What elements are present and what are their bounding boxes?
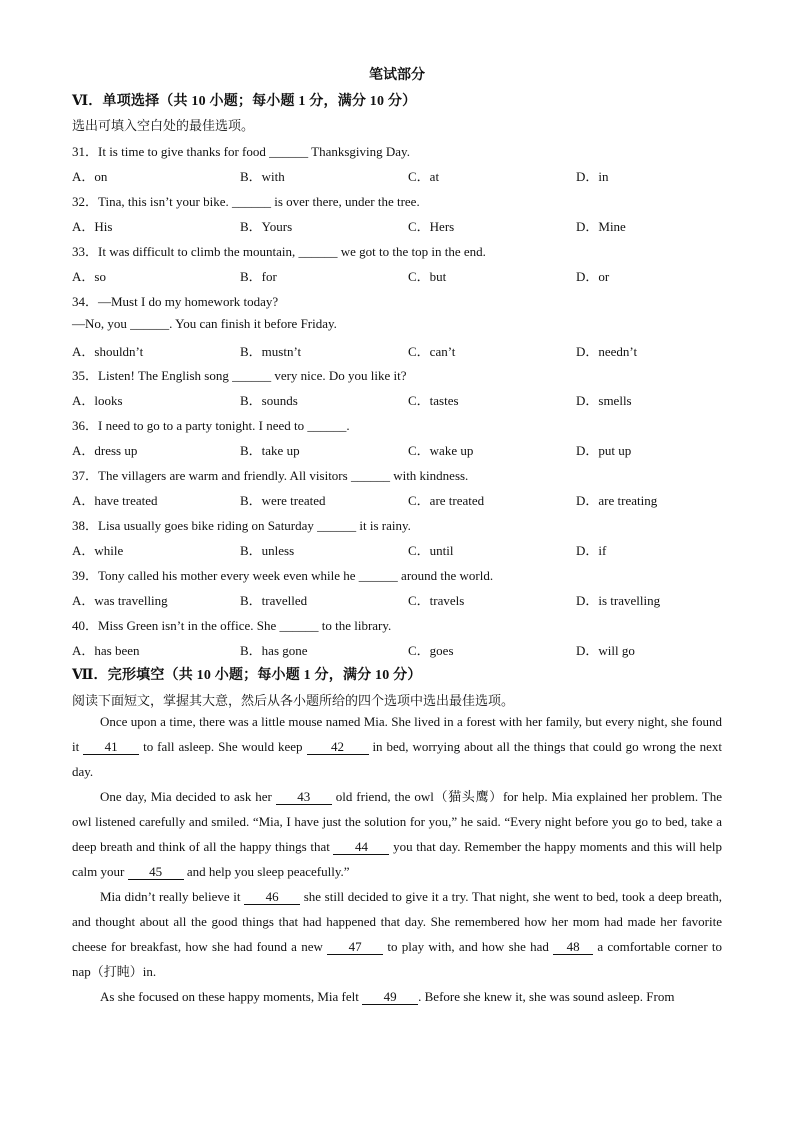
option-39-c: C．travels	[408, 593, 465, 608]
option-35-d: D．smells	[576, 393, 632, 408]
option-35-b: B．sounds	[240, 393, 298, 408]
option-31-a: A．on	[72, 169, 108, 184]
blank-46: 46	[244, 890, 300, 905]
option-36-a: A．dress up	[72, 443, 138, 458]
option-35-a: A．looks	[72, 393, 123, 408]
question-34-reply: —No, you ______. You can finish it before Friday.	[72, 316, 337, 331]
question-31: 31．It is time to give thanks for food ______ Thanksgiving Day.	[72, 144, 410, 159]
section7-instruction: 阅读下面短文，掌握其大意，然后从各小题所给的四个选项中选出最佳选项。	[72, 693, 515, 708]
question-40: 40．Miss Green isn’t in the office. She ______ to the library.	[72, 618, 392, 633]
blank-41: 41	[83, 740, 139, 755]
option-39-a: A．was travelling	[72, 593, 168, 608]
option-37-c: C．are treated	[408, 493, 485, 508]
question-38: 38．Lisa usually goes bike riding on Saturday ______ it is rainy.	[72, 518, 411, 533]
section6-heading: Ⅵ．单项选择（共 10 小题；每小题 1 分，满分 10 分）	[72, 94, 417, 109]
cloze-paragraph-4: As she focused on these happy moments, Mia felt 49 . Before she knew it, she was sound asleep. From	[100, 989, 675, 1004]
page-title: 笔试部分	[369, 68, 425, 83]
option-32-d: D．Mine	[576, 219, 626, 234]
option-37-b: B．were treated	[240, 493, 326, 508]
option-31-b: B．with	[240, 169, 285, 184]
option-38-d: D．if	[576, 543, 607, 558]
option-40-c: C．goes	[408, 643, 454, 658]
option-32-b: B．Yours	[240, 219, 293, 234]
option-36-b: B．take up	[240, 443, 300, 458]
question-34: 34．—Must I do my homework today?	[72, 294, 279, 309]
option-33-a: A．so	[72, 269, 106, 284]
option-31-d: D．in	[576, 169, 609, 184]
option-40-a: A．has been	[72, 643, 140, 658]
question-36: 36．I need to go to a party tonight. I need to ______.	[72, 418, 350, 433]
blank-43: 43	[276, 790, 332, 805]
option-39-b: B．travelled	[240, 593, 308, 608]
blank-42: 42	[307, 740, 369, 755]
option-33-d: D．or	[576, 269, 610, 284]
blank-49: 49	[362, 990, 418, 1005]
section6-instruction: 选出可填入空白处的最佳选项。	[72, 118, 255, 133]
cloze-paragraph-3: Mia didn’t really believe it 46 she still decided to give it a try. That night, she went to bed, took a deep breath, and thought about all the good things that had happened that day. She remembered how her mom had made her favorite cheese for breakfast, how she had found a new 47 to play with, and how she had 48 a comfortable corner to nap（打盹）in.	[72, 889, 723, 979]
option-34-b: B．mustn’t	[240, 344, 302, 359]
option-35-c: C．tastes	[408, 393, 459, 408]
option-40-d: D．will go	[576, 643, 635, 658]
option-38-b: B．unless	[240, 543, 295, 558]
option-38-a: A．while	[72, 543, 124, 558]
section7-heading: Ⅶ．完形填空（共 10 小题；每小题 1 分，满分 10 分）	[72, 668, 422, 683]
question-33: 33．It was difficult to climb the mountain, ______ we got to the top in the end.	[72, 244, 486, 259]
option-36-d: D．put up	[576, 443, 632, 458]
blank-47: 47	[327, 940, 383, 955]
option-34-c: C．can’t	[408, 344, 456, 359]
question-37: 37．The villagers are warm and friendly. All visitors ______ with kindness.	[72, 468, 469, 483]
question-32: 32．Tina, this isn’t your bike. ______ is over there, under the tree.	[72, 194, 420, 209]
option-31-c: C．at	[408, 169, 440, 184]
option-39-d: D．is travelling	[576, 593, 661, 608]
blank-48: 48	[553, 940, 593, 955]
blank-44: 44	[333, 840, 389, 855]
option-36-c: C．wake up	[408, 443, 474, 458]
option-37-a: A．have treated	[72, 493, 158, 508]
blank-45: 45	[128, 865, 184, 880]
option-34-d: D．needn’t	[576, 344, 638, 359]
cloze-paragraph-1: Once upon a time, there was a little mouse named Mia. She lived in a forest with her family, but every night, she found it 41 to fall asleep. She would keep 42 in bed, worrying about all the things that could go wrong the next day.	[72, 714, 722, 779]
option-32-c: C．Hers	[408, 219, 455, 234]
option-37-d: D．are treating	[576, 493, 658, 508]
option-33-c: C．but	[408, 269, 447, 284]
option-32-a: A．His	[72, 219, 113, 234]
option-33-b: B．for	[240, 269, 277, 284]
cloze-paragraph-2: One day, Mia decided to ask her 43 old friend, the owl（猫头鹰）for help. Mia explained her problem. The owl listened carefully and smiled. “Mia, I have just the solution for you,” he said. “Every night before you go to bed, take a deep breath and think of all the happy things that 44 you that day. Remember the happy moments and this will help calm your 45 and help you sleep peacefully.”	[72, 789, 722, 879]
option-40-b: B．has gone	[240, 643, 308, 658]
question-39: 39．Tony called his mother every week even while he ______ around the world.	[72, 568, 494, 583]
option-38-c: C．until	[408, 543, 454, 558]
option-34-a: A．shouldn’t	[72, 344, 144, 359]
question-35: 35．Listen! The English song ______ very nice. Do you like it?	[72, 368, 407, 383]
